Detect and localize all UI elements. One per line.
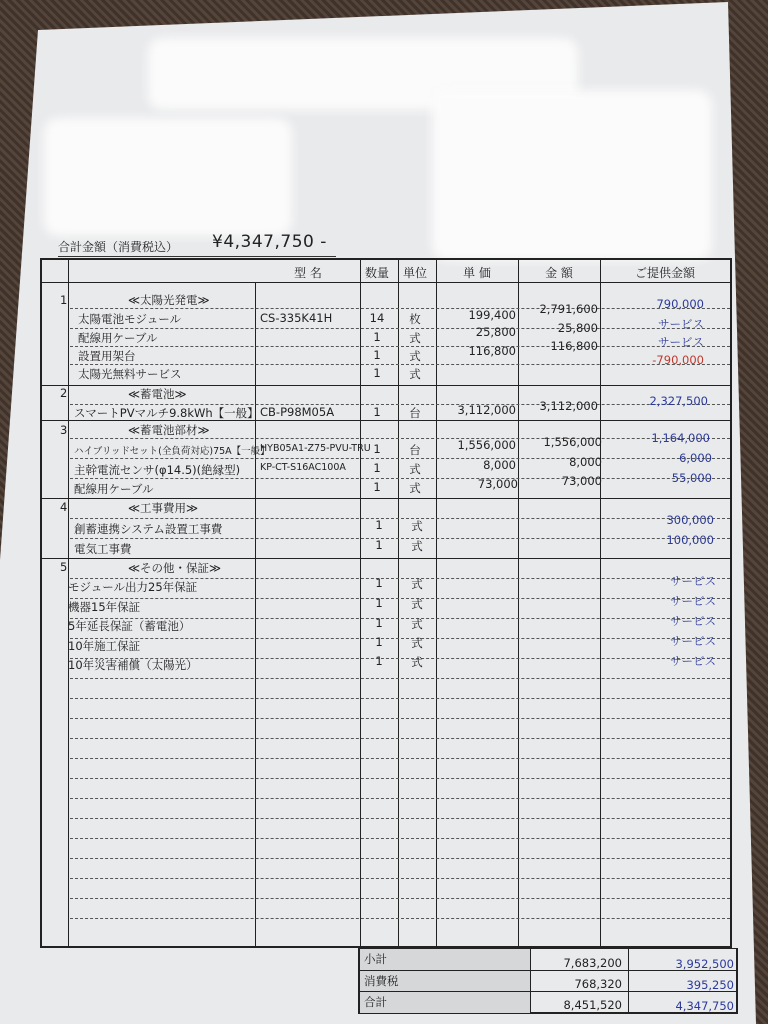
item-offer: サービス bbox=[658, 335, 704, 349]
item-qty: 1 bbox=[373, 405, 381, 419]
item-name: 配線用ケーブル bbox=[74, 482, 154, 496]
item-offer: 300,000 bbox=[666, 513, 714, 527]
item-offer: 100,000 bbox=[666, 533, 714, 547]
subtotal-amount: 7,683,200 bbox=[563, 956, 622, 970]
item-model: KP-CT-S16AC100A bbox=[260, 462, 346, 473]
row-rule bbox=[70, 818, 730, 819]
item-amount: 2,791,600 bbox=[539, 302, 598, 316]
section-number: 5 bbox=[60, 560, 68, 574]
item-qty: 1 bbox=[375, 518, 383, 532]
item-qty: 1 bbox=[375, 635, 383, 649]
item-unit-price: 199,400 bbox=[468, 308, 516, 322]
item-qty: 1 bbox=[373, 461, 381, 475]
item-unit: 台 bbox=[409, 443, 421, 457]
item-qty: 1 bbox=[375, 616, 383, 630]
grand-total-label: 合計 bbox=[364, 995, 387, 1009]
item-offer: 55,000 bbox=[671, 471, 712, 485]
item-unit-price: 25,800 bbox=[475, 325, 516, 339]
subtotal-offer: 3,952,500 bbox=[675, 957, 734, 971]
item-offer: サービス bbox=[670, 634, 716, 648]
table-col-divider bbox=[518, 260, 519, 946]
item-name: 5年延長保証（蓄電池） bbox=[68, 619, 191, 633]
item-name: ハイブリッドセット(全負荷対応)75A【一般】 bbox=[74, 446, 270, 457]
total-amount: ¥4,347,750 - bbox=[212, 232, 327, 252]
item-qty: 1 bbox=[373, 348, 381, 362]
item-name: 配線用ケーブル bbox=[78, 331, 158, 345]
table-col-divider bbox=[360, 260, 361, 946]
item-qty: 1 bbox=[373, 442, 381, 456]
row-rule bbox=[70, 858, 730, 859]
tax-amount: 768,320 bbox=[574, 977, 622, 991]
item-name: 創蓄連携システム設置工事費 bbox=[74, 522, 223, 536]
item-qty: 14 bbox=[369, 311, 385, 325]
item-offer: サービス bbox=[670, 614, 716, 628]
item-amount: 3,112,000 bbox=[539, 399, 598, 413]
item-unit: 台 bbox=[409, 406, 421, 420]
item-unit: 式 bbox=[411, 655, 423, 669]
redaction-block bbox=[44, 118, 292, 236]
item-unit-price: 1,556,000 bbox=[457, 438, 516, 452]
item-unit-price: 116,800 bbox=[468, 344, 516, 358]
item-qty: 1 bbox=[375, 576, 383, 590]
subtotal-label: 小計 bbox=[364, 952, 387, 966]
row-rule bbox=[70, 718, 730, 719]
item-offer: 6,000 bbox=[679, 451, 712, 465]
row-rule bbox=[70, 838, 730, 839]
row-rule bbox=[70, 758, 730, 759]
item-name: 10年施工保証 bbox=[68, 639, 141, 653]
item-name: 電気工事費 bbox=[74, 542, 132, 556]
item-unit: 式 bbox=[409, 462, 421, 476]
section-number: 2 bbox=[60, 386, 68, 400]
row-rule bbox=[70, 918, 730, 919]
header-qty: 数量 bbox=[364, 266, 389, 280]
item-amount: 1,556,000 bbox=[543, 435, 602, 449]
section-title: ≪その他・保証≫ bbox=[128, 561, 222, 575]
item-unit-price: 3,112,000 bbox=[457, 403, 516, 417]
item-unit-price: 8,000 bbox=[483, 458, 516, 472]
tax-offer: 395,250 bbox=[686, 978, 734, 992]
row-rule bbox=[70, 798, 730, 799]
item-unit: 式 bbox=[411, 539, 423, 553]
total-underline bbox=[58, 256, 336, 257]
item-qty: 1 bbox=[373, 330, 381, 344]
item-offer: サービス bbox=[658, 317, 704, 331]
item-offer: サービス bbox=[670, 594, 716, 608]
row-rule bbox=[70, 778, 730, 779]
item-model: HYB05A1-Z75-PVU-TRU bbox=[260, 443, 371, 454]
item-unit: 式 bbox=[409, 331, 421, 345]
item-model: CS-335K41H bbox=[260, 311, 333, 325]
item-qty: 1 bbox=[373, 480, 381, 494]
tax-label: 消費税 bbox=[364, 974, 399, 988]
grand-total-offer: 4,347,750 bbox=[675, 999, 734, 1013]
item-unit: 式 bbox=[411, 519, 423, 533]
item-unit: 式 bbox=[411, 617, 423, 631]
section-number: 3 bbox=[60, 423, 68, 437]
item-unit: 式 bbox=[409, 367, 421, 381]
item-unit: 枚 bbox=[409, 312, 421, 326]
item-qty: 1 bbox=[375, 654, 383, 668]
item-qty: 1 bbox=[375, 596, 383, 610]
item-amount: 8,000 bbox=[569, 455, 602, 469]
item-qty: 1 bbox=[375, 538, 383, 552]
grand-total-amount: 8,451,520 bbox=[563, 998, 622, 1012]
table-col-divider bbox=[436, 260, 437, 946]
row-rule bbox=[70, 698, 730, 699]
total-label: 合計金額（消費税込） bbox=[58, 240, 179, 254]
item-offer: サービス bbox=[670, 574, 716, 588]
item-unit-price: 73,000 bbox=[477, 477, 518, 491]
item-unit: 式 bbox=[411, 577, 423, 591]
item-name: 太陽電池モジュール bbox=[78, 312, 182, 326]
table-col-divider bbox=[255, 282, 256, 946]
section-title: ≪蓄電池部材≫ bbox=[128, 423, 210, 437]
row-rule bbox=[70, 878, 730, 879]
redaction-block bbox=[432, 90, 712, 260]
item-unit: 式 bbox=[411, 597, 423, 611]
item-offer: 2,327,500 bbox=[649, 394, 708, 408]
item-unit: 式 bbox=[409, 349, 421, 363]
item-amount: 116,800 bbox=[550, 339, 598, 353]
header-model: 型 名 bbox=[294, 266, 322, 280]
item-name: 太陽光無料サービス bbox=[78, 367, 182, 381]
item-name: 主幹電流センサ(φ14.5)(絶縁型) bbox=[74, 463, 241, 477]
section-title: ≪太陽光発電≫ bbox=[128, 293, 210, 307]
section-rule bbox=[42, 558, 730, 559]
item-name: モジュール出力25年保証 bbox=[68, 580, 198, 594]
section-title: ≪蓄電池≫ bbox=[128, 387, 187, 401]
item-amount: 25,800 bbox=[557, 321, 598, 335]
item-amount: 73,000 bbox=[561, 474, 602, 488]
row-rule bbox=[70, 898, 730, 899]
item-offer: 1,164,000 bbox=[651, 431, 710, 445]
item-name: 設置用架台 bbox=[78, 349, 136, 363]
section-number: 1 bbox=[60, 293, 68, 307]
header-unit: 単位 bbox=[402, 266, 427, 280]
section-title: ≪工事費用≫ bbox=[128, 501, 199, 515]
item-qty: 1 bbox=[373, 366, 381, 380]
item-offer: 790,000 bbox=[656, 297, 704, 311]
item-name: スマートPVマルチ9.8kWh【一般】 bbox=[74, 406, 259, 420]
row-rule bbox=[70, 738, 730, 739]
item-name: 10年災害補償（太陽光） bbox=[68, 658, 198, 672]
item-model: CB-P98M05A bbox=[260, 405, 335, 419]
header-unit-price: 単 価 bbox=[463, 266, 491, 280]
item-offer: -790,000 bbox=[652, 353, 704, 367]
table-header-rule bbox=[42, 282, 730, 283]
item-offer: サービス bbox=[670, 654, 716, 668]
section-number: 4 bbox=[60, 500, 68, 514]
header-amount: 金 額 bbox=[545, 266, 573, 280]
item-name: 機器15年保証 bbox=[68, 600, 141, 614]
header-offer: ご提供金額 bbox=[634, 266, 695, 280]
row-rule bbox=[70, 678, 730, 679]
section-rule bbox=[42, 498, 730, 499]
item-unit: 式 bbox=[411, 636, 423, 650]
item-unit: 式 bbox=[409, 481, 421, 495]
